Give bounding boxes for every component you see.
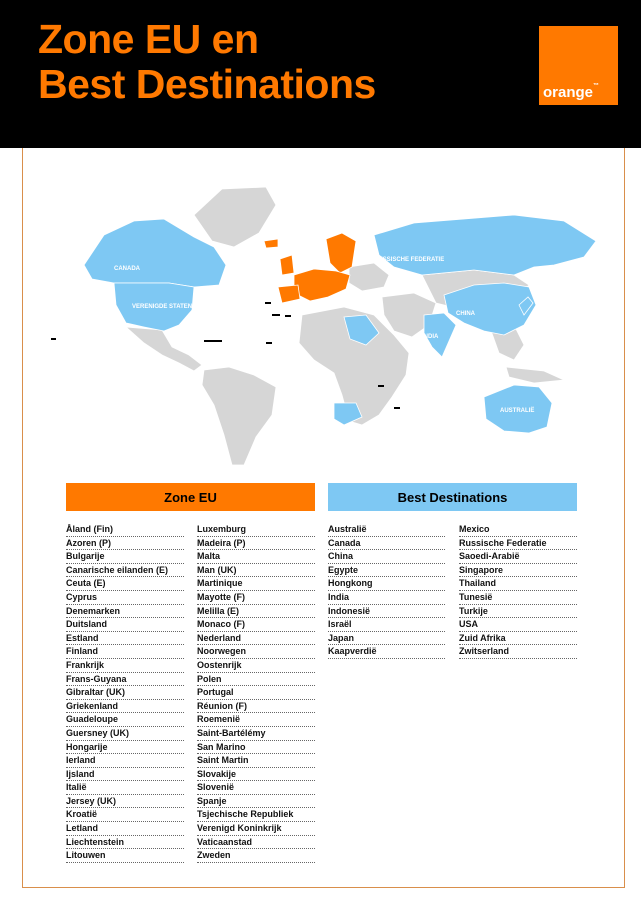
list-item: Melilla (E): [197, 605, 315, 619]
map-label-russia: RUSSISCHE FEDERATIE: [374, 257, 445, 263]
list-item: Indonesië: [328, 605, 445, 619]
western-europe-shape: [294, 269, 350, 301]
list-item: Portugal: [197, 686, 315, 700]
list-item: Italië: [66, 781, 184, 795]
list-item: Réunion (F): [197, 700, 315, 714]
iceland-shape: [264, 239, 278, 248]
list-item: Estland: [66, 632, 184, 646]
list-item: Noorwegen: [197, 645, 315, 659]
list-item: Egypte: [328, 564, 445, 578]
iberia-shape: [278, 285, 300, 303]
list-item: Canarische eilanden (E): [66, 564, 184, 578]
list-item: Kroatië: [66, 808, 184, 822]
list-item: Oostenrijk: [197, 659, 315, 673]
list-item: Mayotte (F): [197, 591, 315, 605]
list-item: Russische Federatie: [459, 537, 577, 551]
map-label-china: CHINA: [456, 311, 475, 317]
marker-6: [266, 342, 272, 344]
list-item: Vaticaanstad: [197, 836, 315, 850]
eastern-europe-shape: [349, 263, 389, 291]
list-item: Malta: [197, 550, 315, 564]
list-item: Spanje: [197, 795, 315, 809]
best-destinations-list-1: [328, 523, 445, 659]
list-item: Verenigd Koninkrijk: [197, 822, 315, 836]
list-item: Monaco (F): [197, 618, 315, 632]
marker-5: [204, 340, 222, 342]
title-line-1: Zone EU en: [38, 16, 259, 62]
title-line-2: Best Destinations: [38, 61, 376, 107]
list-item: Frans-Guyana: [66, 673, 184, 687]
list-item: Ceuta (E): [66, 577, 184, 591]
british-isles-shape: [280, 255, 294, 275]
list-item: Guersney (UK): [66, 727, 184, 741]
list-item: Denemarken: [66, 605, 184, 619]
list-item: Kaapverdië: [328, 645, 445, 659]
list-item: Thailand: [459, 577, 577, 591]
page-title: [38, 17, 376, 107]
list-item: Hongkong: [328, 577, 445, 591]
russia-shape: [374, 215, 596, 275]
zone-eu-heading: Zone EU: [66, 483, 315, 511]
list-item: Liechtenstein: [66, 836, 184, 850]
logo-trademark: ™: [593, 83, 600, 89]
list-item: Israël: [328, 618, 445, 632]
list-item: Slovakije: [197, 768, 315, 782]
map-label-canada: CANADA: [114, 266, 140, 272]
marker-8: [394, 407, 400, 409]
list-item: Hongarije: [66, 741, 184, 755]
list-item: Azoren (P): [66, 537, 184, 551]
best-destinations-heading: Best Destinations: [328, 483, 577, 511]
marker-1: [51, 338, 56, 340]
world-map: [44, 175, 604, 465]
list-item: Madeira (P): [197, 537, 315, 551]
list-item: Luxemburg: [197, 523, 315, 537]
marker-3: [272, 314, 280, 316]
list-item: San Marino: [197, 741, 315, 755]
list-item: Litouwen: [66, 849, 184, 863]
list-item: Nederland: [197, 632, 315, 646]
marker-2: [265, 302, 271, 304]
map-label-usa: VERENIGDE STATEN: [132, 304, 193, 310]
list-item: Jersey (UK): [66, 795, 184, 809]
scandinavia-shape: [326, 233, 356, 273]
list-item: Letland: [66, 822, 184, 836]
list-item: Saint-Bartélémy: [197, 727, 315, 741]
list-item: Bulgarije: [66, 550, 184, 564]
map-label-australia: AUSTRALIË: [500, 408, 535, 414]
page-header: [0, 0, 641, 148]
list-item: Guadeloupe: [66, 713, 184, 727]
orange-logo: [539, 26, 618, 105]
list-item: Polen: [197, 673, 315, 687]
zone-eu-list-2: [197, 523, 315, 863]
list-item: Åland (Fin): [66, 523, 184, 537]
list-item: Zuid Afrika: [459, 632, 577, 646]
list-item: Saoedi-Arabië: [459, 550, 577, 564]
list-item: Roemenië: [197, 713, 315, 727]
marker-7: [378, 385, 384, 387]
greenland-shape: [194, 187, 276, 247]
list-item: Ierland: [66, 754, 184, 768]
list-item: Tsjechische Republiek: [197, 808, 315, 822]
list-item: Gibraltar (UK): [66, 686, 184, 700]
list-item: Canada: [328, 537, 445, 551]
south-america-shape: [202, 367, 276, 465]
list-item: Finland: [66, 645, 184, 659]
list-item: Tunesië: [459, 591, 577, 605]
list-item: Turkije: [459, 605, 577, 619]
list-item: Ijsland: [66, 768, 184, 782]
list-item: Frankrijk: [66, 659, 184, 673]
list-item: Cyprus: [66, 591, 184, 605]
list-item: Duitsland: [66, 618, 184, 632]
list-item: Martinique: [197, 577, 315, 591]
indonesia-shape: [506, 367, 564, 383]
zone-eu-list-1: [66, 523, 184, 863]
list-item: Zweden: [197, 849, 315, 863]
list-item: India: [328, 591, 445, 605]
list-item: Australië: [328, 523, 445, 537]
list-item: China: [328, 550, 445, 564]
list-item: Japan: [328, 632, 445, 646]
list-item: Singapore: [459, 564, 577, 578]
marker-4: [285, 315, 291, 317]
list-item: Man (UK): [197, 564, 315, 578]
list-item: Saint Martin: [197, 754, 315, 768]
map-label-india: INDIA: [422, 334, 439, 340]
best-destinations-list-2: [459, 523, 577, 659]
list-item: USA: [459, 618, 577, 632]
list-item: Griekenland: [66, 700, 184, 714]
list-item: Zwitserland: [459, 645, 577, 659]
logo-text: orange: [543, 84, 594, 101]
logo-wordmark: [543, 83, 600, 101]
list-item: Slovenië: [197, 781, 315, 795]
list-item: Mexico: [459, 523, 577, 537]
mexico-central-america-shape: [126, 327, 202, 371]
